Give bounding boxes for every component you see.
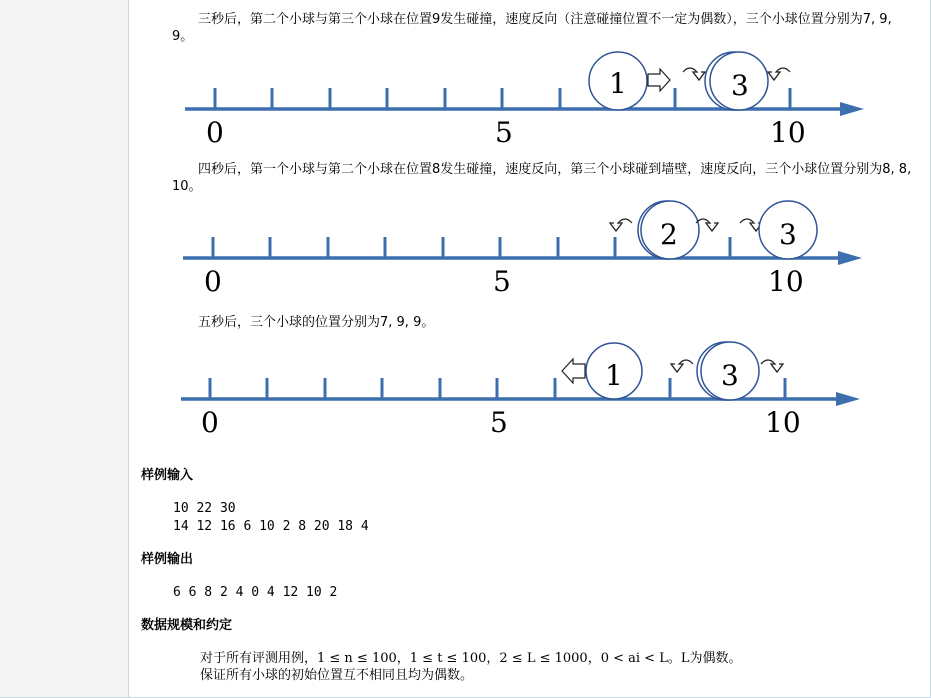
constraints-line-2: 保证所有小球的初始位置互不相同且均为偶数。 — [200, 668, 474, 683]
ball-3-label: 3 — [779, 218, 797, 251]
paragraph-text: 五秒后，三个小球的位置分别为7, 9, 9。 — [198, 315, 435, 330]
axis-label-10: 10 — [770, 116, 806, 148]
collision-arrow-icon — [683, 68, 705, 80]
constraints-line-1: 对于所有评测用例，1 ≤ n ≤ 100，1 ≤ t ≤ 100，2 ≤ L ≤ 1000，0 < ai < L。L为偶数。 — [200, 651, 742, 666]
paragraph-text: 四秒后，第一个小球与第二个小球在位置8发生碰撞，速度反向，第三个小球碰到墙壁，速度反向，三个小球位置分别为8, 8, 10。 — [172, 162, 912, 194]
arrow-right-icon — [648, 69, 670, 91]
axis-label-5: 5 — [493, 265, 511, 298]
diagram-four-seconds — [140, 195, 880, 300]
sample-input-line-1: 10 22 30 — [173, 501, 236, 516]
ball-2-label: 2 — [660, 218, 678, 251]
ball-3-label: 3 — [731, 69, 749, 102]
sample-input-line-2: 14 12 16 6 10 2 8 20 18 4 — [173, 519, 369, 534]
paragraph-five-seconds — [172, 314, 912, 331]
collision-arrow-icon — [671, 360, 693, 372]
axis-label-0: 0 — [201, 406, 219, 439]
paragraph-four-seconds — [172, 161, 912, 195]
constraints-heading: 数据规模和约定 — [141, 618, 233, 633]
axis-label-5: 5 — [490, 406, 508, 439]
ball-3-label: 3 — [721, 359, 739, 392]
sample-output-heading: 样例输出 — [141, 552, 194, 567]
axis-label-5: 5 — [495, 116, 513, 148]
diagram-three-seconds — [140, 48, 880, 148]
axis-label-0: 0 — [206, 116, 224, 148]
axis-label-10: 10 — [768, 265, 804, 298]
axis-label-10: 10 — [765, 406, 801, 439]
number-line — [183, 237, 862, 265]
axis-label-0: 0 — [204, 265, 222, 298]
number-line — [181, 378, 860, 406]
arrow-left-icon — [562, 359, 585, 383]
left-gutter — [0, 0, 129, 698]
ball-1-label: 1 — [605, 359, 623, 392]
collision-arrow-icon — [610, 219, 632, 231]
paragraph-three-seconds — [172, 11, 912, 45]
collision-arrow-icon — [761, 360, 783, 372]
ball-1-label: 1 — [609, 67, 627, 100]
diagram-five-seconds — [140, 336, 880, 441]
sample-input-heading: 样例输入 — [141, 468, 194, 483]
paragraph-text: 三秒后，第二个小球与第三个小球在位置9发生碰撞，速度反向（注意碰撞位置不一定为偶数），三个小球位置分别为7, 9, 9。 — [172, 12, 892, 44]
sample-output-line-1: 6 6 8 2 4 0 4 12 10 2 — [173, 585, 338, 600]
collision-arrow-icon — [768, 68, 790, 80]
